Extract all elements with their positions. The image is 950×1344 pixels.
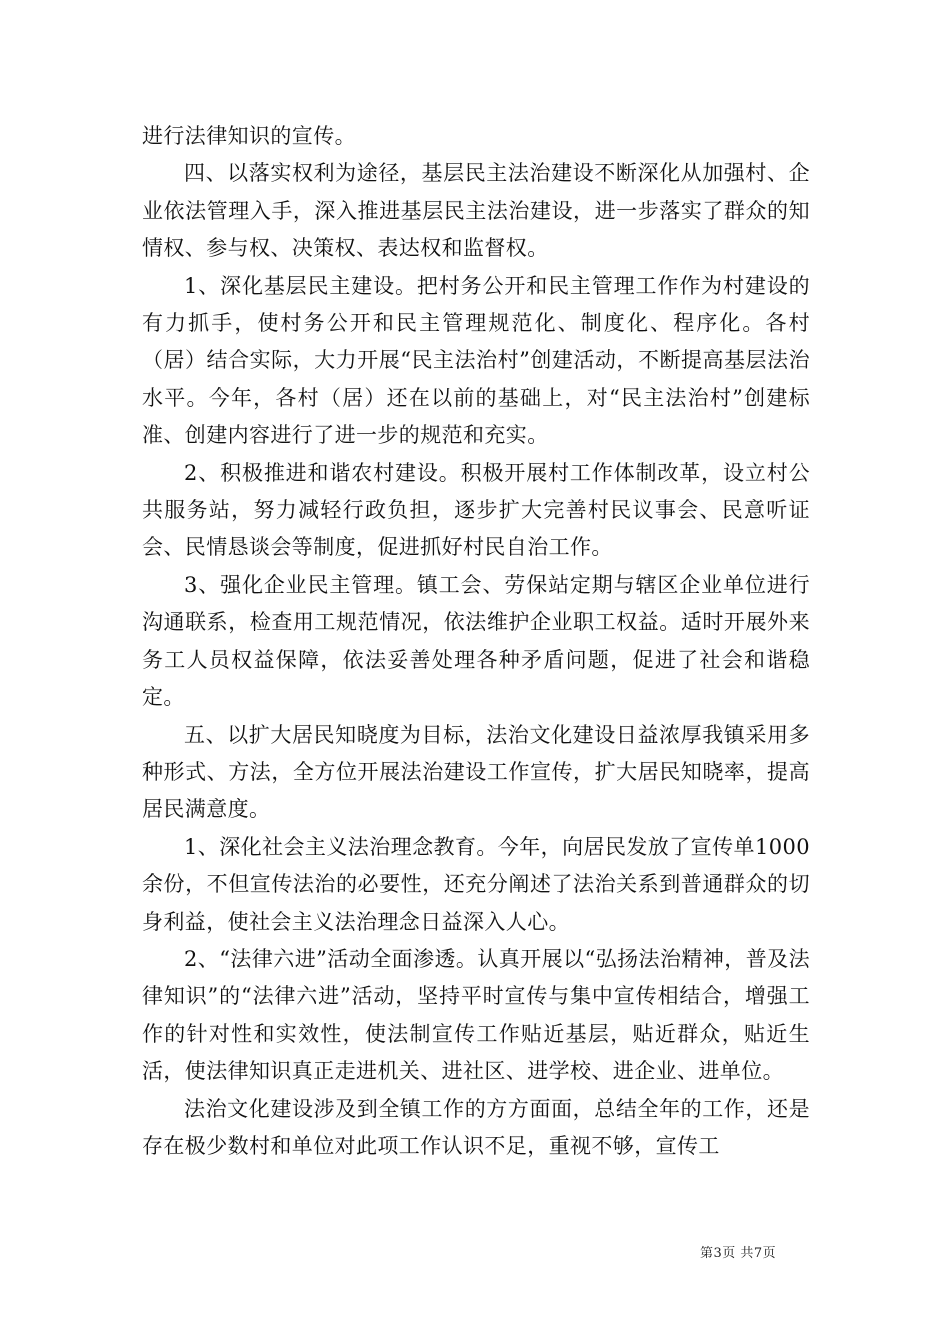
paragraph-item-grassroots-democracy: 1、深化基层民主建设。把村务公开和民主管理工作作为村建设的有力抓手，使村务公开和民主管理规范化、制度化、程序化。各村（居）结合实际，大力开展“民主法治村”创建活动，不断提高基层法治水平。今年，各村（居）还在以前的基础上，对“民主法治村”创建标准、创建内容进行了进一步的规范和充实。 [142,273,810,448]
paragraph-section-five: 五、以扩大居民知晓度为目标，法治文化建设日益浓厚我镇采用多种形式、方法，全方位开展法治建设工作宣传，扩大居民知晓率，提高居民满意度。 [142,722,810,822]
paragraph-item-law-six-entries: 2、“法律六进”活动全面渗透。认真开展以“弘扬法治精神，普及法律知识”的“法律六进”活动，坚持平时宣传与集中宣传相结合，增强工作的针对性和实效性，使法制宣传工作贴近基层，贴近群众，贴近生活，使法律知识真正走进机关、进社区、进学校、进企业、进单位。 [142,946,810,1084]
paragraph-section-four: 四、以落实权利为途径，基层民主法治建设不断深化从加强村、企业依法管理入手，深入推进基层民主法治建设，进一步落实了群众的知情权、参与权、决策权、表达权和监督权。 [142,161,810,261]
page-number: 第3页 共7页 [700,1246,777,1261]
paragraph-item-rule-of-law-education: 1、深化社会主义法治理念教育。今年，向居民发放了宣传单1000余份，不但宣传法治的必要性，还充分阐述了法治关系到普通群众的切身利益，使社会主义法治理念日益深入人心。 [142,834,810,934]
paragraph-continuation: 进行法律知识的宣传。 [142,124,356,148]
paragraph-item-enterprise-management: 3、强化企业民主管理。镇工会、劳保站定期与辖区企业单位进行沟通联系，检查用工规范情况，依法维护企业职工权益。适时开展外来务工人员权益保障，依法妥善处理各种矛盾问题，促进了社会和谐稳定。 [142,572,810,710]
paragraph-summary: 法治文化建设涉及到全镇工作的方方面面，总结全年的工作，还是存在极少数村和单位对此项工作认识不足，重视不够，宣传工 [142,1096,810,1158]
document-body [142,118,810,1165]
paragraph-item-harmonious-village: 2、积极推进和谐农村建设。积极开展村工作体制改革，设立村公共服务站，努力减轻行政负担，逐步扩大完善村民议事会、民意听证会、民情恳谈会等制度，促进抓好村民自治工作。 [142,460,810,560]
